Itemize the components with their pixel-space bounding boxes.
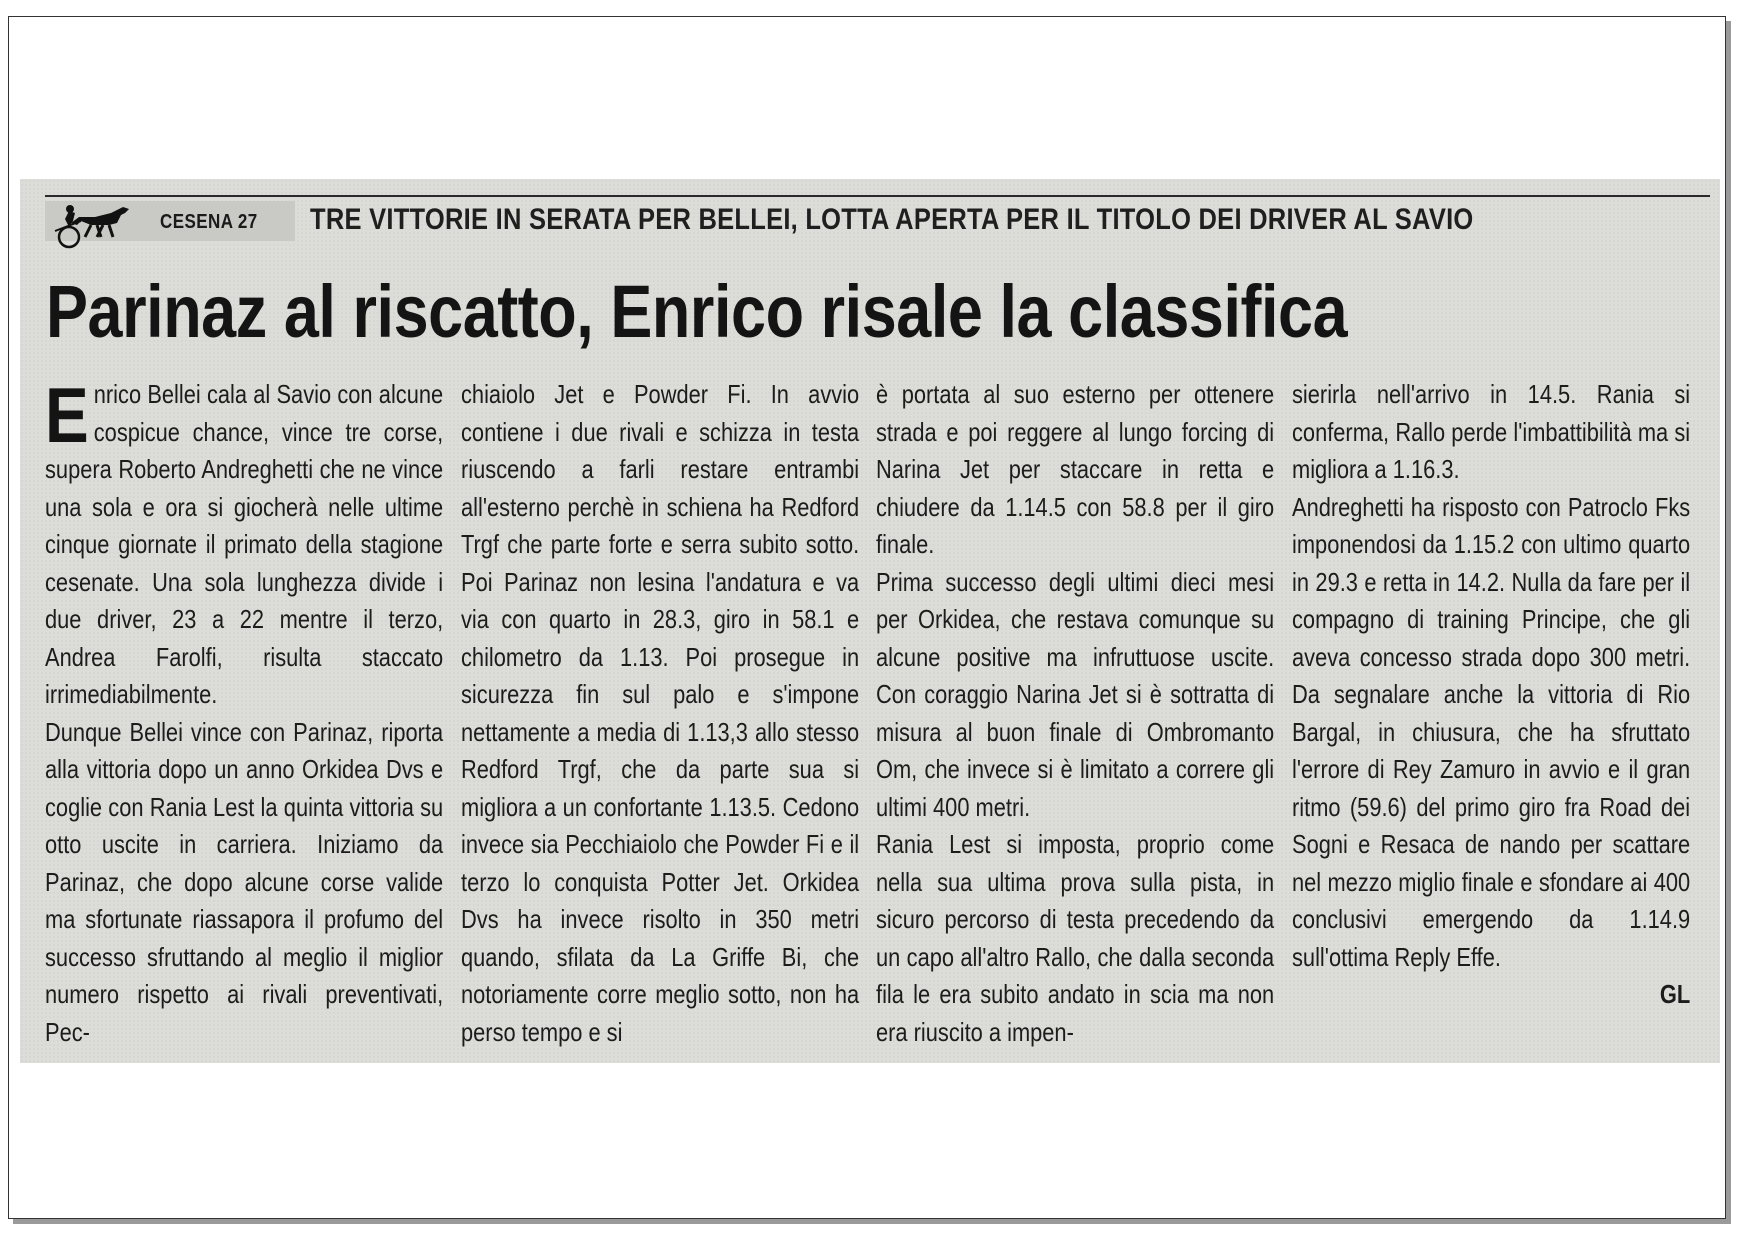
section-box (45, 201, 295, 241)
drop-cap: E (45, 371, 89, 459)
paragraph: chiaiolo Jet e Powder Fi. In avvio contiene i due rivali e schizza in testa riuscendo a farli restare entrambi all'esterno perchè in schiena ha Redford Trgf che parte forte e serra subito sotto. Poi Parinaz non lesina l'andatura e va via con quarto in 28.3, giro in 58.1 e chilometro da 1.13. Poi prosegue in sicurezza fin sul palo e s'impone nettamente a media di 1.13,3 allo stesso Redford Trgf, che da parte sua si migliora a un confortante 1.13.5. Cedono invece sia Pecchiaiolo che Powder Fi e il terzo lo conquista Potter Jet. Orkidea Dvs ha invece risolto in 350 metri quando, sfilata da La Griffe Bi, che notoriamente corre meglio sotto, non ha perso tempo e si (461, 379, 860, 1047)
main-headline: Parinaz al riscatto, Enrico risale la classifica (46, 270, 1348, 353)
paragraph: sierirla nell'arrivo in 14.5. Rania si conferma, Rallo perde l'imbattibilità ma si migliora a 1.16.3. (1292, 379, 1691, 484)
article-column-2 (461, 376, 859, 1051)
article-column-1 (45, 371, 444, 1051)
paragraph: Prima successo degli ultimi dieci mesi per Orkidea, che restava comunque su alcune positive ma infruttuose uscite. Con coraggio Narina Jet si è sottratta di misura al buon finale di Ombromanto Om, che invece si è limitato a correre gli ultimi 400 metri. (876, 566, 1275, 822)
paragraph-text: nrico Bellei cala al Savio con alcune cospicue chance, vince tre corse, supera Roberto Andreghetti che ne vince una sola e ora si giocherà nelle ultime cinque giornate il primato della stagione cesenate. Una sola lunghezza divide i due driver, 23 a 22 mentre il terzo, Andrea Farolfi, risulta staccato irrimediabilmente. (45, 379, 444, 709)
section-label: CESENA 27 (160, 211, 258, 233)
article-column-4 (1292, 376, 1690, 1014)
harness-racing-horse-icon (51, 201, 139, 251)
kicker-row (45, 195, 1710, 249)
paragraph: Rania Lest si imposta, proprio come nella sua ultima prova sulla pista, in sicuro percorso di testa precedendo da un capo all'altro Rallo, che dalla seconda fila le era subito andato in scia ma non era riuscito a impen- (876, 829, 1275, 1047)
kicker-headline: TRE VITTORIE IN SERATA PER BELLEI, LOTTA APERTA PER IL TITOLO DEI DRIVER AL SAVIO (310, 203, 1474, 236)
author-signature: GL (1659, 979, 1691, 1009)
paragraph (45, 371, 444, 714)
paragraph: Andreghetti ha risposto con Patroclo Fks imponendosi da 1.15.2 con ultimo quarto in 29.3 e retta in 14.2. Nulla da fare per il compagno di training Principe, che gli aveva concesso strada dopo 300 metri. Da segnalare anche la vittoria di Rio Bargal, in chiusura, che ha sfruttato l'errore di Rey Zamuro in avvio e il gran ritmo (59.6) del primo giro fra Road dei Sogni e Resaca de nando per scattare nel mezzo miglio finale e sfondare ai 400 conclusivi emergendo da 1.14.9 sull'ottima Reply Effe. (1292, 491, 1691, 972)
newspaper-clipping (20, 179, 1720, 1063)
paragraph: Dunque Bellei vince con Parinaz, riporta alla vittoria dopo un anno Orkidea Dvs e coglie con Rania Lest la quinta vittoria su otto uscite in carriera. Iniziamo da Parinaz, che dopo alcune corse valide ma sfortunate riassapora il profumo del successo sfruttando al meglio il miglior numero rispetto ai rivali preventivati, Pec- (45, 716, 444, 1047)
article-column-3 (876, 376, 1274, 1051)
paragraph: è portata al suo esterno per ottenere strada e poi reggere al lungo forcing di Narina Jet per staccare in retta e chiudere da 1.14.5 con 58.8 per il giro finale. (876, 379, 1275, 559)
article-body (45, 371, 1709, 1056)
